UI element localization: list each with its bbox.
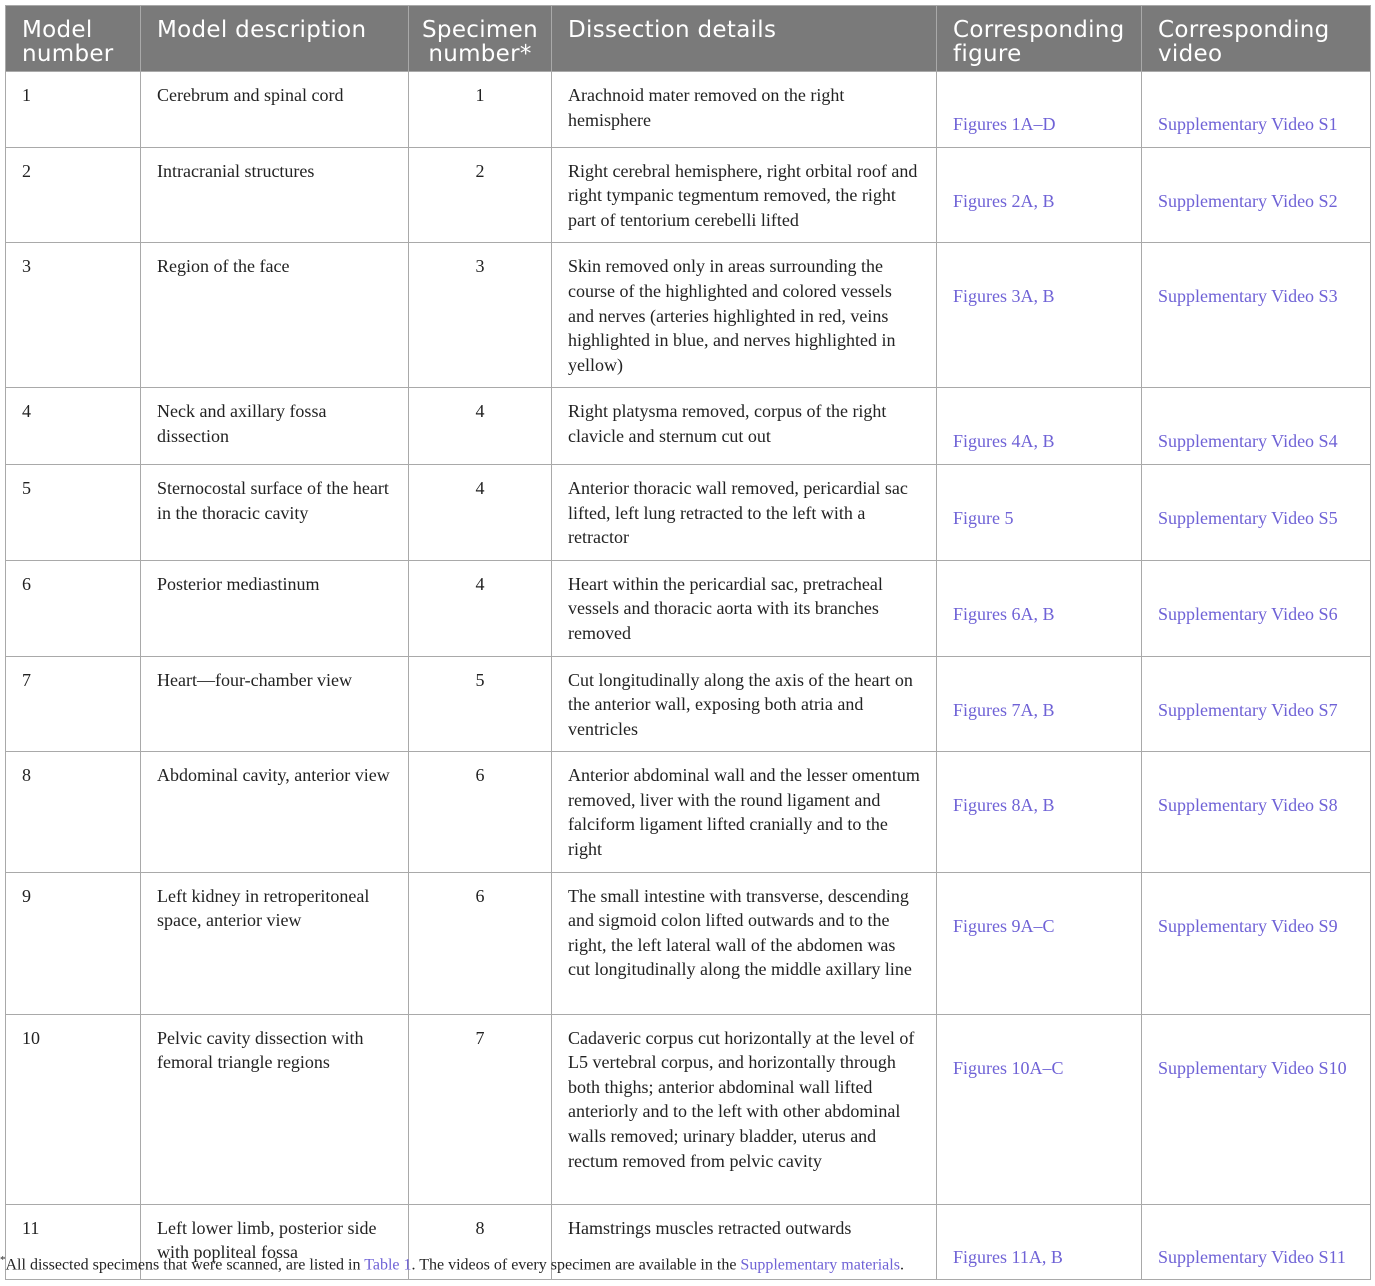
corresponding-figure-link[interactable] [937, 72, 1142, 148]
table-row [6, 72, 1371, 148]
corresponding-video-link[interactable] [1142, 872, 1371, 1014]
corresponding-video-link-text[interactable]: Supplementary Video S9 [1158, 915, 1338, 936]
corresponding-figure-link[interactable] [937, 656, 1142, 752]
corresponding-figure-link[interactable] [937, 872, 1142, 1014]
dissection-details-cell: Heart within the pericardial sac, pretracheal vessels and thoracic aorta with its branches removed [552, 560, 937, 656]
corresponding-figure-link-text[interactable]: Figures 8A, B [953, 795, 1055, 816]
table-row [6, 243, 1371, 388]
corresponding-video-link[interactable] [1142, 243, 1371, 388]
corresponding-video-link[interactable] [1142, 560, 1371, 656]
specimen-number-cell: 8 [409, 1204, 552, 1280]
model-description-cell: Region of the face [141, 243, 409, 388]
corresponding-video-link-text[interactable]: Supplementary Video S5 [1158, 507, 1338, 528]
corresponding-video-link[interactable] [1142, 388, 1371, 465]
model-description-cell: Posterior mediastinum [141, 560, 409, 656]
specimen-number-cell: 3 [409, 243, 552, 388]
corresponding-video-link-text[interactable]: Supplementary Video S2 [1158, 190, 1338, 211]
corresponding-video-link[interactable] [1142, 1014, 1371, 1204]
corresponding-figure-link-text[interactable]: Figures 1A–D [953, 114, 1056, 134]
model-number-cell: 7 [6, 656, 141, 752]
dissection-details-cell: The small intestine with transverse, descending and sigmoid colon lifted outwards and to the right, the left lateral wall of the abdomen was cut longitudinally along the middle axillary line [552, 872, 937, 1014]
dissection-details-cell: Arachnoid mater removed on the right hemisphere [552, 72, 937, 148]
model-number-cell: 9 [6, 872, 141, 1014]
model-description-cell: Pelvic cavity dissection with femoral triangle regions [141, 1014, 409, 1204]
table-row [6, 147, 1371, 243]
corresponding-figure-link-text[interactable]: Figures 9A–C [953, 915, 1055, 936]
model-number-cell: 11 [6, 1204, 141, 1280]
model-description-cell: Left kidney in retroperitoneal space, anterior view [141, 872, 409, 1014]
specimen-number-cell: 1 [409, 72, 552, 148]
footnote-text-middle: . The videos of every specimen are available in the [411, 1256, 741, 1274]
corresponding-video-link[interactable] [1142, 464, 1371, 560]
corresponding-figure-link[interactable] [937, 388, 1142, 465]
dissection-details-cell: Anterior thoracic wall removed, pericardial sac lifted, left lung retracted to the left with a retractor [552, 464, 937, 560]
corresponding-figure-link-text[interactable]: Figures 2A, B [953, 190, 1055, 211]
header-model-description: Model description [141, 6, 409, 72]
dissection-details-cell: Hamstrings muscles retracted outwards [552, 1204, 937, 1280]
header-model-number: Model number [6, 6, 141, 72]
corresponding-figure-link-text[interactable]: Figures 3A, B [953, 286, 1055, 307]
corresponding-figure-link[interactable] [937, 560, 1142, 656]
table-row [6, 560, 1371, 656]
corresponding-video-link-text[interactable]: Supplementary Video S6 [1158, 603, 1338, 624]
model-description-cell: Heart—four-chamber view [141, 656, 409, 752]
corresponding-figure-link[interactable] [937, 752, 1142, 872]
corresponding-video-link-text[interactable]: Supplementary Video S8 [1158, 795, 1338, 816]
footnote-text-before: All dissected specimens that were scanned, are listed in [5, 1256, 365, 1274]
corresponding-figure-link[interactable] [937, 1014, 1142, 1204]
header-dissection-details: Dissection details [552, 6, 937, 72]
specimen-number-cell: 5 [409, 656, 552, 752]
header-specimen-number: Specimen number* [409, 6, 552, 72]
table-row [6, 752, 1371, 872]
specimen-table [5, 5, 1371, 1280]
model-number-cell: 2 [6, 147, 141, 243]
table-header-row [6, 6, 1371, 72]
dissection-details-cell: Cut longitudinally along the axis of the heart on the anterior wall, exposing both atria and ventricles [552, 656, 937, 752]
corresponding-figure-link-text[interactable]: Figures 7A, B [953, 699, 1055, 720]
specimen-number-cell: 7 [409, 1014, 552, 1204]
model-number-cell: 10 [6, 1014, 141, 1204]
footnote-marker: * [0, 1254, 6, 1266]
model-description-cell: Abdominal cavity, anterior view [141, 752, 409, 872]
corresponding-video-link-text[interactable]: Supplementary Video S10 [1158, 1057, 1347, 1078]
model-number-cell: 3 [6, 243, 141, 388]
model-number-cell: 6 [6, 560, 141, 656]
model-description-cell: Sternocostal surface of the heart in the thoracic cavity [141, 464, 409, 560]
specimen-number-cell: 4 [409, 388, 552, 465]
table-footnote [0, 1254, 1375, 1274]
dissection-details-cell: Right platysma removed, corpus of the right clavicle and sternum cut out [552, 388, 937, 465]
corresponding-figure-link-text[interactable]: Figures 11A, B [953, 1246, 1063, 1267]
corresponding-video-link-text[interactable]: Supplementary Video S7 [1158, 699, 1338, 720]
corresponding-video-link[interactable] [1142, 72, 1371, 148]
corresponding-video-link[interactable] [1142, 656, 1371, 752]
supplementary-materials-link[interactable]: Supplementary materials [740, 1256, 900, 1274]
corresponding-video-link[interactable] [1142, 147, 1371, 243]
table-1-link[interactable]: Table 1 [364, 1256, 412, 1274]
corresponding-figure-link-text[interactable]: Figures 10A–C [953, 1057, 1064, 1078]
model-description-cell: Intracranial structures [141, 147, 409, 243]
specimen-number-cell: 4 [409, 560, 552, 656]
dissection-details-cell: Cadaveric corpus cut horizontally at the level of L5 vertebral corpus, and horizontally through both thighs; anterior abdominal wall lifted anteriorly and to the left with other abdominal walls removed; urinary bladder, uterus and rectum removed from pelvic cavity [552, 1014, 937, 1204]
dissection-details-cell: Right cerebral hemisphere, right orbital roof and right tympanic tegmentum removed, the right part of tentorium cerebelli lifted [552, 147, 937, 243]
corresponding-figure-link[interactable] [937, 464, 1142, 560]
corresponding-video-link-text[interactable]: Supplementary Video S4 [1158, 431, 1338, 452]
corresponding-video-link-text[interactable]: Supplementary Video S11 [1158, 1246, 1346, 1267]
specimen-number-cell: 6 [409, 752, 552, 872]
corresponding-video-link-text[interactable]: Supplementary Video S1 [1158, 114, 1338, 134]
specimen-table-container [5, 5, 1370, 1280]
table-row [6, 464, 1371, 560]
corresponding-video-link[interactable] [1142, 752, 1371, 872]
footnote-text-after: . [899, 1256, 904, 1274]
table-row [6, 1014, 1371, 1204]
model-description-cell: Cerebrum and spinal cord [141, 72, 409, 148]
specimen-number-cell: 4 [409, 464, 552, 560]
corresponding-figure-link-text[interactable]: Figures 6A, B [953, 603, 1055, 624]
table-row [6, 656, 1371, 752]
dissection-details-cell: Skin removed only in areas surrounding the course of the highlighted and colored vessels and nerves (arteries highlighted in red, veins highlighted in blue, and nerves highlighted in yellow) [552, 243, 937, 388]
corresponding-video-link-text[interactable]: Supplementary Video S3 [1158, 286, 1338, 307]
dissection-details-cell: Anterior abdominal wall and the lesser omentum removed, liver with the round ligament and falciform ligament lifted cranially and to the right [552, 752, 937, 872]
model-number-cell: 5 [6, 464, 141, 560]
model-description-cell: Left lower limb, posterior side with popliteal fossa [141, 1204, 409, 1280]
corresponding-figure-link-text[interactable]: Figures 4A, B [953, 431, 1055, 452]
model-number-cell: 4 [6, 388, 141, 465]
specimen-number-cell: 2 [409, 147, 552, 243]
corresponding-figure-link[interactable] [937, 243, 1142, 388]
table-row [6, 388, 1371, 465]
specimen-number-cell: 6 [409, 872, 552, 1014]
header-corresponding-video: Corresponding video [1142, 6, 1371, 72]
model-number-cell: 8 [6, 752, 141, 872]
model-description-cell: Neck and axillary fossa dissection [141, 388, 409, 465]
table-row [6, 872, 1371, 1014]
model-number-cell: 1 [6, 72, 141, 148]
corresponding-figure-link-text[interactable]: Figure 5 [953, 507, 1014, 528]
corresponding-figure-link[interactable] [937, 147, 1142, 243]
header-corresponding-figure: Corresponding figure [937, 6, 1142, 72]
